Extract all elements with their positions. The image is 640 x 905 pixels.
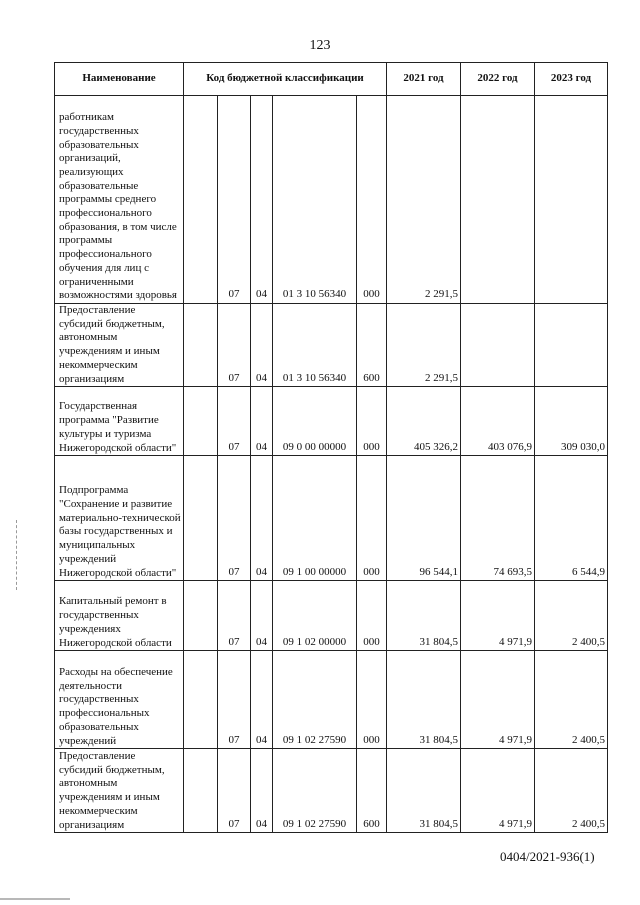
budget-table bbox=[54, 62, 608, 833]
row-expense-type: 600 bbox=[357, 304, 387, 387]
row-value-2023 bbox=[535, 304, 608, 387]
row-value-2021: 2 291,5 bbox=[387, 304, 461, 387]
row-value-2023: 2 400,5 bbox=[535, 749, 608, 833]
row-value-2021: 31 804,5 bbox=[387, 749, 461, 833]
row-subsection: 04 bbox=[251, 387, 273, 456]
row-value-2022: 403 076,9 bbox=[461, 387, 535, 456]
scan-margin-mark bbox=[16, 520, 18, 590]
row-subsection: 04 bbox=[251, 651, 273, 749]
row-subsection: 04 bbox=[251, 749, 273, 833]
row-name: Расходы на обеспечение деятельности государственных профессиональных образовательных учреждений bbox=[55, 651, 184, 749]
row-blank bbox=[184, 581, 218, 651]
row-blank bbox=[184, 96, 218, 304]
row-section: 07 bbox=[218, 749, 251, 833]
row-expense-type: 000 bbox=[357, 387, 387, 456]
header-2021: 2021 год bbox=[387, 63, 461, 96]
row-value-2021: 2 291,5 bbox=[387, 96, 461, 304]
row-section: 07 bbox=[218, 304, 251, 387]
header-name: Наименование bbox=[55, 63, 184, 96]
row-name: Предоставление субсидий бюджетным, автономным учреждениям и иным некоммерческим организациям bbox=[55, 749, 184, 833]
row-value-2022 bbox=[461, 96, 535, 304]
row-subsection: 04 bbox=[251, 581, 273, 651]
row-value-2022: 4 971,9 bbox=[461, 581, 535, 651]
table-row bbox=[55, 749, 608, 833]
header-2022: 2022 год bbox=[461, 63, 535, 96]
row-name: Капитальный ремонт в государственных учреждениях Нижегородской области bbox=[55, 581, 184, 651]
page-number: 123 bbox=[309, 38, 331, 53]
scan-edge-mark bbox=[0, 898, 70, 900]
row-target-article: 09 1 02 27590 bbox=[273, 651, 357, 749]
row-blank bbox=[184, 387, 218, 456]
table-header-row bbox=[55, 63, 608, 96]
row-name: Предоставление субсидий бюджетным, автономным учреждениям и иным некоммерческим организациям bbox=[55, 304, 184, 387]
row-section: 07 bbox=[218, 581, 251, 651]
row-value-2023: 2 400,5 bbox=[535, 581, 608, 651]
table-row bbox=[55, 581, 608, 651]
row-value-2021: 405 326,2 bbox=[387, 387, 461, 456]
table-row bbox=[55, 651, 608, 749]
row-value-2022: 74 693,5 bbox=[461, 456, 535, 581]
row-value-2023: 309 030,0 bbox=[535, 387, 608, 456]
row-target-article: 09 1 02 00000 bbox=[273, 581, 357, 651]
row-value-2022: 4 971,9 bbox=[461, 749, 535, 833]
row-section: 07 bbox=[218, 387, 251, 456]
row-value-2023 bbox=[535, 96, 608, 304]
row-value-2022: 4 971,9 bbox=[461, 651, 535, 749]
row-value-2023: 6 544,9 bbox=[535, 456, 608, 581]
table-row bbox=[55, 387, 608, 456]
row-target-article: 01 3 10 56340 bbox=[273, 96, 357, 304]
row-value-2023: 2 400,5 bbox=[535, 651, 608, 749]
row-subsection: 04 bbox=[251, 456, 273, 581]
row-name: работникам государственных образовательных организаций, реализующих образовательные программы среднего профессионального образования, в том числе программы профессионального обучения для лиц с ограниченными возможностями здоровья bbox=[55, 96, 184, 304]
row-expense-type: 000 bbox=[357, 456, 387, 581]
header-code: Код бюджетной классификации bbox=[184, 63, 387, 96]
row-blank bbox=[184, 651, 218, 749]
row-expense-type: 000 bbox=[357, 96, 387, 304]
row-expense-type: 600 bbox=[357, 749, 387, 833]
row-blank bbox=[184, 456, 218, 581]
row-target-article: 09 1 00 00000 bbox=[273, 456, 357, 581]
row-expense-type: 000 bbox=[357, 651, 387, 749]
table-body bbox=[55, 96, 608, 833]
row-name: Подпрограмма "Сохранение и развитие материально-технической базы государственных и муниципальных учреждений Нижегородской области" bbox=[55, 456, 184, 581]
row-blank bbox=[184, 749, 218, 833]
row-target-article: 01 3 10 56340 bbox=[273, 304, 357, 387]
row-value-2021: 31 804,5 bbox=[387, 651, 461, 749]
row-section: 07 bbox=[218, 651, 251, 749]
row-blank bbox=[184, 304, 218, 387]
row-value-2021: 96 544,1 bbox=[387, 456, 461, 581]
table-row bbox=[55, 304, 608, 387]
row-target-article: 09 0 00 00000 bbox=[273, 387, 357, 456]
row-subsection: 04 bbox=[251, 304, 273, 387]
row-section: 07 bbox=[218, 456, 251, 581]
row-section: 07 bbox=[218, 96, 251, 304]
row-subsection: 04 bbox=[251, 96, 273, 304]
row-target-article: 09 1 02 27590 bbox=[273, 749, 357, 833]
row-value-2022 bbox=[461, 304, 535, 387]
row-name: Государственная программа "Развитие культуры и туризма Нижегородской области" bbox=[55, 387, 184, 456]
table-row bbox=[55, 96, 608, 304]
table-row bbox=[55, 456, 608, 581]
row-expense-type: 000 bbox=[357, 581, 387, 651]
header-2023: 2023 год bbox=[535, 63, 608, 96]
document-code: 0404/2021-936(1) bbox=[500, 849, 595, 864]
row-value-2021: 31 804,5 bbox=[387, 581, 461, 651]
